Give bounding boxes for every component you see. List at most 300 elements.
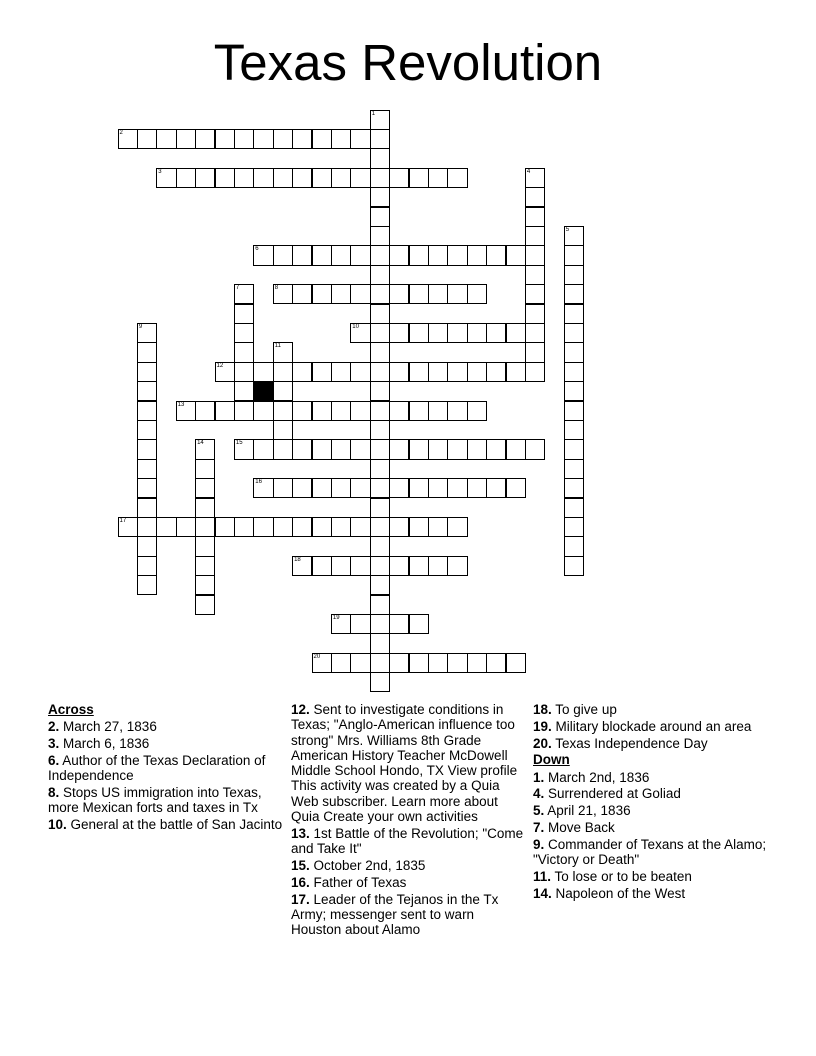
grid-cell[interactable] (253, 129, 273, 149)
grid-cell[interactable] (447, 245, 467, 265)
grid-cell[interactable] (273, 362, 293, 382)
grid-cell[interactable] (234, 439, 254, 459)
grid-cell[interactable] (525, 342, 545, 362)
grid-cell[interactable] (215, 517, 235, 537)
clue-item (533, 837, 769, 868)
grid-cell[interactable] (273, 245, 293, 265)
grid-cell[interactable] (273, 168, 293, 188)
grid-cell[interactable] (234, 381, 254, 401)
grid-cell[interactable] (195, 439, 215, 459)
grid-cell[interactable] (564, 459, 584, 479)
grid-cell[interactable] (370, 207, 390, 227)
clue-number: 2. (48, 719, 60, 735)
cell-number: 2 (119, 129, 123, 136)
grid-cell[interactable] (176, 517, 196, 537)
cell-number: 9 (138, 323, 143, 330)
grid-cell[interactable] (137, 478, 157, 498)
grid-cell[interactable] (564, 498, 584, 518)
grid-cell[interactable] (564, 342, 584, 362)
grid-cell[interactable] (525, 362, 545, 382)
grid-cell[interactable] (428, 284, 448, 304)
grid-cell[interactable] (273, 381, 293, 401)
grid-cell[interactable] (525, 187, 545, 207)
grid-cell[interactable] (370, 420, 390, 440)
grid-cell[interactable] (370, 517, 390, 537)
grid-cell[interactable] (506, 323, 526, 343)
grid-cell[interactable] (370, 245, 390, 265)
grid-cell[interactable] (195, 536, 215, 556)
grid-cell[interactable] (312, 478, 332, 498)
grid-cell[interactable] (292, 439, 312, 459)
grid-cell[interactable] (428, 168, 448, 188)
grid-cell[interactable] (564, 556, 584, 576)
grid-cell[interactable] (486, 362, 506, 382)
grid-cell[interactable] (350, 323, 370, 343)
grid-cell[interactable] (409, 556, 429, 576)
grid-cell[interactable] (292, 245, 312, 265)
grid-cell[interactable] (409, 245, 429, 265)
grid-cell[interactable] (370, 556, 390, 576)
grid-cell[interactable] (370, 323, 390, 343)
grid-cell[interactable] (428, 653, 448, 673)
grid-cell[interactable] (156, 129, 176, 149)
clue-text: March 6, 1836 (59, 736, 150, 752)
grid-cell[interactable] (564, 362, 584, 382)
grid-cell[interactable] (506, 439, 526, 459)
clue-number: 18. (533, 702, 552, 717)
grid-cell[interactable] (331, 168, 351, 188)
grid-cell[interactable] (409, 653, 429, 673)
grid-cell[interactable] (370, 265, 390, 285)
grid-cell[interactable] (312, 362, 332, 382)
grid-cell[interactable] (447, 478, 467, 498)
grid-cell[interactable] (428, 323, 448, 343)
grid-cell[interactable] (273, 478, 293, 498)
grid-cell[interactable] (370, 614, 390, 634)
grid-cell[interactable] (331, 401, 351, 421)
grid-cell[interactable] (370, 672, 390, 692)
grid-cell[interactable] (389, 168, 409, 188)
grid-cell[interactable] (409, 168, 429, 188)
cell-number: 19 (332, 614, 340, 621)
grid-cell[interactable] (137, 362, 157, 382)
clue-item (533, 736, 769, 751)
grid-cell[interactable] (525, 323, 545, 343)
grid-cell[interactable] (409, 517, 429, 537)
clue-number: 16. (291, 874, 310, 890)
clue-text: Commander of Texans at the Alamo; "Victory or Death" (533, 836, 767, 868)
grid-cell[interactable] (176, 168, 196, 188)
grid-cell[interactable] (467, 245, 487, 265)
grid-cell[interactable] (370, 575, 390, 595)
grid-cell[interactable] (350, 653, 370, 673)
clue-text: March 2nd, 1836 (544, 769, 650, 785)
grid-cell[interactable] (292, 362, 312, 382)
cell-number: 14 (197, 440, 204, 447)
grid-cell[interactable] (389, 478, 409, 498)
clue-number: 4. (533, 786, 545, 802)
grid-cell[interactable] (215, 168, 235, 188)
grid-cell[interactable] (447, 323, 467, 343)
clue-text: April 21, 1836 (544, 803, 631, 819)
grid-cell[interactable] (370, 653, 390, 673)
grid-cell[interactable] (234, 168, 254, 188)
grid-cell[interactable] (292, 129, 312, 149)
grid-cell[interactable] (389, 362, 409, 382)
grid-cell[interactable] (564, 265, 584, 285)
grid-cell[interactable] (409, 401, 429, 421)
clue-item (291, 702, 527, 824)
grid-cell[interactable] (486, 245, 506, 265)
clue-text: To give up (551, 702, 617, 717)
grid-cell[interactable] (486, 478, 506, 498)
grid-cell[interactable] (195, 168, 215, 188)
clue-item (533, 786, 769, 801)
grid-cell[interactable] (564, 439, 584, 459)
grid-cell[interactable] (409, 284, 429, 304)
grid-cell[interactable] (350, 439, 370, 459)
clue-item (291, 858, 527, 873)
grid-cell[interactable] (486, 323, 506, 343)
grid-cell[interactable] (564, 226, 584, 246)
grid-cell[interactable] (564, 284, 584, 304)
clue-heading-across: Across (48, 702, 94, 717)
grid-cell[interactable] (273, 401, 293, 421)
grid-cell[interactable] (370, 187, 390, 207)
clue-number: 9. (533, 836, 545, 852)
grid-cell[interactable] (118, 129, 138, 149)
grid-cell[interactable] (195, 401, 215, 421)
grid-cell[interactable] (331, 129, 351, 149)
grid-cell[interactable] (176, 401, 196, 421)
grid-cell[interactable] (350, 168, 370, 188)
grid-cell[interactable] (370, 536, 390, 556)
clue-number: 1. (533, 769, 545, 785)
grid-cell[interactable] (409, 478, 429, 498)
grid-cell[interactable] (234, 284, 254, 304)
grid-cell[interactable] (370, 381, 390, 401)
grid-cell[interactable] (234, 323, 254, 343)
grid-cell[interactable] (370, 168, 390, 188)
grid-cell[interactable] (137, 323, 157, 343)
grid-cell[interactable] (428, 401, 448, 421)
grid-cell[interactable] (350, 362, 370, 382)
grid-cell[interactable] (195, 575, 215, 595)
black-cell (253, 381, 273, 401)
clue-text: General at the battle of San Jacinto (66, 817, 283, 833)
grid-cell[interactable] (350, 284, 370, 304)
grid-cell[interactable] (370, 284, 390, 304)
grid-cell[interactable] (312, 653, 332, 673)
clue-column-2 (291, 702, 527, 939)
grid-cell[interactable] (564, 304, 584, 324)
grid-cell[interactable] (370, 595, 390, 615)
clue-item (48, 719, 284, 734)
grid-cell[interactable] (428, 556, 448, 576)
grid-cell[interactable] (350, 245, 370, 265)
grid-cell[interactable] (331, 284, 351, 304)
grid-cell[interactable] (195, 129, 215, 149)
grid-cell[interactable] (253, 168, 273, 188)
cell-number: 20 (313, 653, 321, 660)
grid-cell[interactable] (273, 284, 293, 304)
grid-cell[interactable] (389, 614, 409, 634)
clue-text: Move Back (544, 820, 615, 836)
grid-cell[interactable] (467, 401, 487, 421)
grid-cell[interactable] (156, 168, 176, 188)
grid-cell[interactable] (350, 401, 370, 421)
grid-cell[interactable] (156, 517, 176, 537)
clue-text: Surrendered at Goliad (544, 786, 681, 802)
grid-cell[interactable] (331, 245, 351, 265)
grid-cell[interactable] (137, 536, 157, 556)
grid-cell[interactable] (525, 304, 545, 324)
grid-cell[interactable] (428, 439, 448, 459)
grid-cell[interactable] (447, 168, 467, 188)
grid-cell[interactable] (253, 439, 273, 459)
clue-item (291, 875, 527, 890)
page-title: Texas Revolution (213, 34, 603, 91)
grid-cell[interactable] (292, 478, 312, 498)
grid-cell[interactable] (331, 439, 351, 459)
grid-cell[interactable] (234, 129, 254, 149)
grid-cell[interactable] (447, 653, 467, 673)
grid-cell[interactable] (312, 129, 332, 149)
grid-cell[interactable] (467, 284, 487, 304)
grid-cell[interactable] (350, 614, 370, 634)
grid-cell[interactable] (370, 439, 390, 459)
grid-cell[interactable] (350, 129, 370, 149)
clue-number: 17. (291, 891, 310, 907)
cell-number: 13 (177, 401, 185, 408)
clue-item (533, 886, 769, 901)
grid-cell[interactable] (525, 226, 545, 246)
grid-cell[interactable] (564, 536, 584, 556)
clue-item (533, 803, 769, 818)
grid-cell[interactable] (486, 653, 506, 673)
grid-cell[interactable] (312, 401, 332, 421)
clue-number: 19. (533, 718, 552, 734)
grid-cell[interactable] (195, 595, 215, 615)
grid-cell[interactable] (253, 478, 273, 498)
grid-cell[interactable] (137, 342, 157, 362)
grid-cell[interactable] (312, 245, 332, 265)
grid-cell[interactable] (506, 245, 526, 265)
clue-item (48, 785, 284, 816)
grid-cell[interactable] (137, 129, 157, 149)
grid-cell[interactable] (331, 653, 351, 673)
grid-cell[interactable] (234, 401, 254, 421)
grid-cell[interactable] (331, 478, 351, 498)
grid-cell[interactable] (195, 478, 215, 498)
grid-cell[interactable] (273, 517, 293, 537)
grid-cell[interactable] (292, 517, 312, 537)
grid-cell[interactable] (273, 129, 293, 149)
clue-item (533, 719, 769, 734)
clue-text: To lose or to be beaten (551, 868, 692, 884)
clue-number: 13. (291, 825, 310, 841)
grid-cell[interactable] (525, 439, 545, 459)
grid-cell[interactable] (370, 459, 390, 479)
grid-cell[interactable] (447, 439, 467, 459)
grid-cell[interactable] (389, 439, 409, 459)
clue-number: 11. (533, 868, 552, 884)
grid-cell[interactable] (389, 517, 409, 537)
grid-cell[interactable] (331, 362, 351, 382)
grid-cell[interactable] (234, 342, 254, 362)
clue-text: Father of Texas (309, 874, 407, 890)
grid-cell[interactable] (370, 478, 390, 498)
grid-cell[interactable] (525, 168, 545, 188)
grid-cell[interactable] (137, 420, 157, 440)
grid-cell[interactable] (389, 556, 409, 576)
grid-cell[interactable] (137, 459, 157, 479)
grid-cell[interactable] (137, 556, 157, 576)
clue-item (48, 736, 284, 751)
grid-cell[interactable] (525, 265, 545, 285)
clue-number: 5. (533, 803, 545, 819)
grid-cell[interactable] (564, 420, 584, 440)
grid-cell[interactable] (350, 556, 370, 576)
grid-cell[interactable] (370, 129, 390, 149)
grid-cell[interactable] (234, 304, 254, 324)
grid-cell[interactable] (447, 362, 467, 382)
cell-number: 16 (255, 479, 262, 486)
grid-cell[interactable] (506, 478, 526, 498)
grid-cell[interactable] (370, 226, 390, 246)
grid-cell[interactable] (409, 362, 429, 382)
grid-cell[interactable] (525, 245, 545, 265)
clue-number: 14. (533, 885, 552, 901)
grid-cell[interactable] (312, 556, 332, 576)
grid-cell[interactable] (447, 284, 467, 304)
grid-cell[interactable] (370, 401, 390, 421)
grid-cell[interactable] (467, 323, 487, 343)
clue-text: Stops US immigration into Texas, more Mexican forts and taxes in Tx (48, 784, 262, 816)
cell-number: 8 (274, 285, 279, 292)
grid-cell[interactable] (253, 245, 273, 265)
grid-cell[interactable] (273, 439, 293, 459)
grid-cell[interactable] (370, 633, 390, 653)
clue-text: Leader of the Tejanos in the Tx Army; messenger sent to warn Houston about Alamo (291, 891, 499, 938)
grid-cell[interactable] (467, 653, 487, 673)
grid-cell[interactable] (215, 129, 235, 149)
grid-cell[interactable] (253, 517, 273, 537)
grid-cell[interactable] (409, 323, 429, 343)
grid-cell[interactable] (370, 342, 390, 362)
grid-cell[interactable] (176, 129, 196, 149)
grid-cell[interactable] (331, 556, 351, 576)
grid-cell[interactable] (389, 245, 409, 265)
grid-cell[interactable] (370, 304, 390, 324)
grid-cell[interactable] (428, 478, 448, 498)
grid-cell[interactable] (331, 614, 351, 634)
grid-cell[interactable] (137, 401, 157, 421)
grid-cell[interactable] (234, 517, 254, 537)
grid-cell[interactable] (447, 556, 467, 576)
grid-cell[interactable] (428, 362, 448, 382)
grid-cell[interactable] (564, 517, 584, 537)
grid-cell[interactable] (312, 168, 332, 188)
grid-cell[interactable] (486, 439, 506, 459)
grid-cell[interactable] (195, 498, 215, 518)
grid-cell[interactable] (215, 401, 235, 421)
grid-cell[interactable] (370, 362, 390, 382)
clue-column-1 (48, 702, 284, 834)
grid-cell[interactable] (389, 401, 409, 421)
cell-number: 5 (565, 226, 570, 233)
grid-cell[interactable] (564, 381, 584, 401)
grid-cell[interactable] (564, 478, 584, 498)
grid-cell[interactable] (525, 284, 545, 304)
grid-cell[interactable] (331, 517, 351, 537)
grid-cell[interactable] (447, 401, 467, 421)
cell-number: 3 (158, 168, 162, 175)
clue-number: 10. (48, 817, 67, 833)
grid-cell[interactable] (195, 556, 215, 576)
grid-cell[interactable] (506, 362, 526, 382)
grid-cell[interactable] (195, 517, 215, 537)
grid-cell[interactable] (118, 517, 138, 537)
grid-cell[interactable] (409, 439, 429, 459)
grid-cell[interactable] (273, 342, 293, 362)
grid-cell[interactable] (447, 517, 467, 537)
clue-column-3 (533, 702, 769, 903)
grid-cell[interactable] (137, 498, 157, 518)
grid-cell[interactable] (137, 439, 157, 459)
grid-cell[interactable] (137, 575, 157, 595)
clue-item (291, 826, 527, 857)
grid-cell[interactable] (389, 284, 409, 304)
grid-cell[interactable] (350, 517, 370, 537)
grid-cell[interactable] (273, 420, 293, 440)
grid-cell[interactable] (312, 439, 332, 459)
grid-cell[interactable] (292, 284, 312, 304)
grid-cell[interactable] (137, 381, 157, 401)
grid-cell[interactable] (564, 323, 584, 343)
grid-cell[interactable] (292, 401, 312, 421)
grid-cell[interactable] (564, 245, 584, 265)
grid-cell[interactable] (428, 517, 448, 537)
grid-cell[interactable] (253, 401, 273, 421)
grid-cell[interactable] (195, 459, 215, 479)
grid-cell[interactable] (312, 284, 332, 304)
grid-cell[interactable] (409, 614, 429, 634)
grid-cell[interactable] (467, 439, 487, 459)
grid-cell[interactable] (215, 362, 235, 382)
grid-cell[interactable] (312, 517, 332, 537)
grid-cell[interactable] (370, 110, 390, 130)
grid-cell[interactable] (428, 245, 448, 265)
grid-cell[interactable] (350, 478, 370, 498)
cell-number: 12 (216, 362, 224, 369)
grid-cell[interactable] (137, 517, 157, 537)
grid-cell[interactable] (292, 168, 312, 188)
grid-cell[interactable] (525, 207, 545, 227)
grid-cell[interactable] (564, 401, 584, 421)
grid-cell[interactable] (253, 362, 273, 382)
grid-cell[interactable] (506, 653, 526, 673)
grid-cell[interactable] (467, 478, 487, 498)
clue-text: October 2nd, 1835 (309, 857, 426, 873)
grid-cell[interactable] (370, 148, 390, 168)
grid-cell[interactable] (467, 362, 487, 382)
grid-cell[interactable] (389, 653, 409, 673)
grid-cell[interactable] (370, 498, 390, 518)
grid-cell[interactable] (389, 323, 409, 343)
grid-cell[interactable] (234, 362, 254, 382)
grid-cell[interactable] (292, 556, 312, 576)
